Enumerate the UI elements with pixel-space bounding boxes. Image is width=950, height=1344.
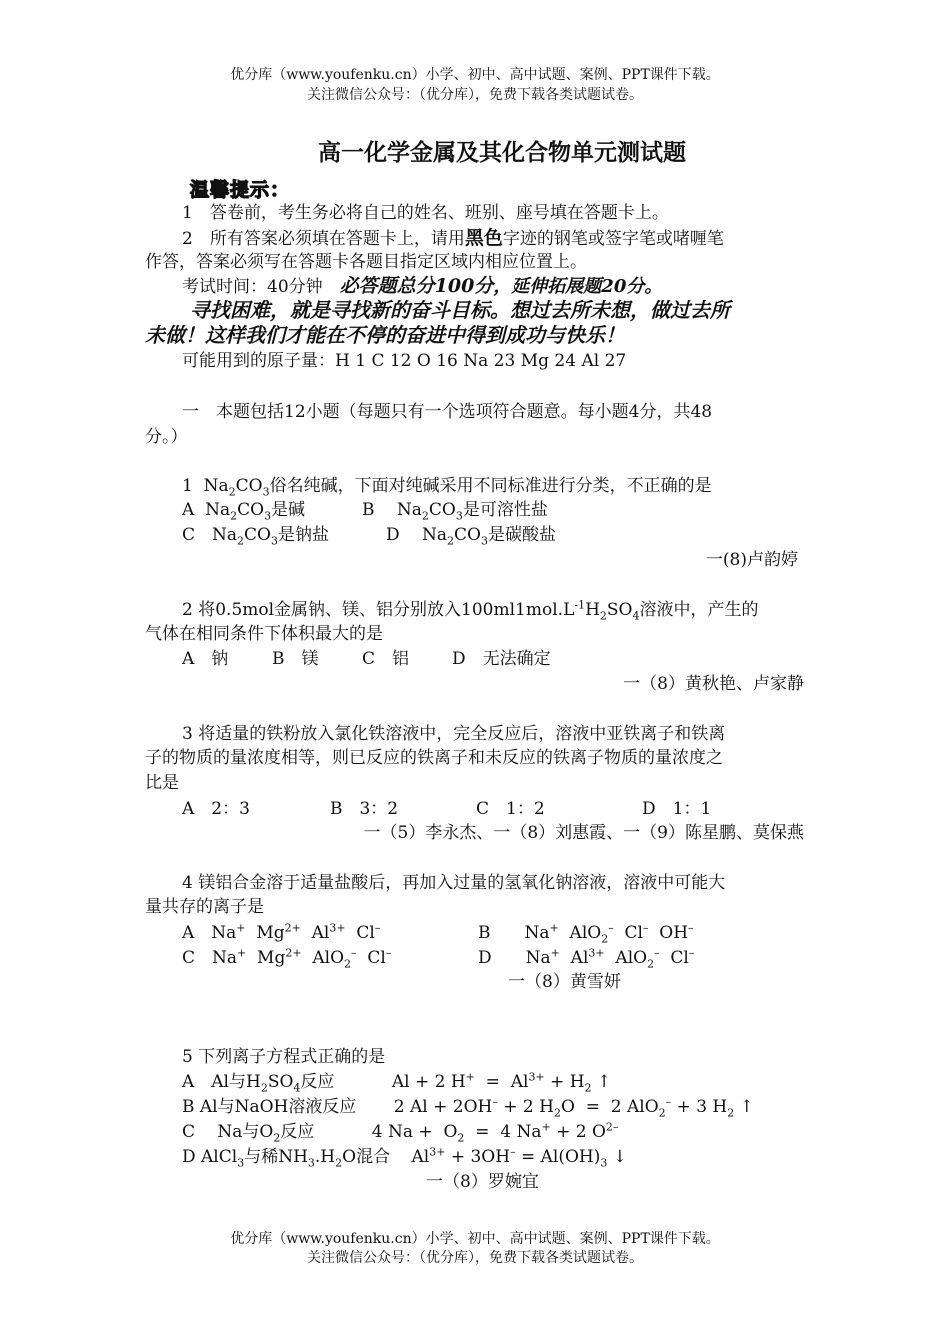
- question-4-option-c: C Na+ $Mg^{2+}$ AlO$_2$– Cl–: [182, 946, 392, 971]
- section-1-heading: 一 本题包括12小题（每题只有一个选项符合题意。每小题4分，共48: [182, 402, 713, 422]
- tip-item-2-cont: 作答，答案必须写在答题卡各题目指定区域内相应位置上。: [145, 252, 587, 272]
- question-5-stem: 5 下列离子方程式正确的是: [182, 1047, 386, 1067]
- question-2-option-b: B 镁: [272, 649, 319, 669]
- site-footer-line1: 优分库（www.youfenku.cn）小学、初中、高中试题、案例、PPT课件下载。: [230, 1231, 720, 1247]
- question-5-option-d: D AlCl$_3$与稀$NH_3.H_2O$混合 $Al^{3+} + 3OH^- = Al(OH)_3$ ↓: [182, 1145, 628, 1170]
- question-2-option-d: D 无法确定: [452, 649, 551, 669]
- question-1-option-a: A $Na_2CO_3$是碱: [182, 500, 306, 523]
- question-4-stem: 4 镁铝合金溶于适量盐酸后，再加入过量的氢氧化钠溶液，溶液中可能大: [182, 873, 726, 893]
- question-3-author: 一（5）李永杰、一（8）刘惠霞、一（9）陈星鹏、莫保燕: [363, 823, 804, 843]
- motto-line1: 寻找困难，就是寻找新的奋斗目标。想过去所未想，做过去所: [190, 298, 730, 322]
- site-header-line2: 关注微信公众号：（优分库），免费下载各类试题试卷。: [307, 87, 643, 103]
- question-1-option-c: C $Na_2CO_3$是钠盐: [182, 525, 329, 548]
- question-1-option-b: B $Na_2CO_3$是可溶性盐: [362, 500, 548, 523]
- question-4-author: 一（8）黄雪妍: [508, 972, 621, 992]
- exam-time: 考试时间：40分钟 必答题总分100分，延伸拓展题20分。: [182, 275, 663, 297]
- site-header-line1: 优分库（www.youfenku.cn）小学、初中、高中试题、案例、PPT课件下载。: [230, 67, 720, 83]
- question-4-option-d: D Na+ $Al^{3+}$ AlO$_2$– Cl–: [478, 946, 695, 971]
- question-4-stem-cont: 量共存的离子是: [145, 897, 264, 917]
- question-5-option-a: A Al与$H_2SO_4$反应 Al + 2 $H^+ = Al^{3+} + H_2$ ↑: [182, 1070, 612, 1095]
- section-1-heading-cont: 分。）: [145, 427, 188, 447]
- question-3-stem-cont1: 子的物质的量浓度相等，则已反应的铁离子和未反应的铁离子物质的量浓度之: [145, 748, 723, 768]
- question-3-option-d: D 1：1: [642, 799, 712, 819]
- tip-item-1: 1 答卷前，考生务必将自己的姓名、班别、座号填在答题卡上。: [182, 203, 669, 223]
- question-2-author: 一（8）黄秋艳、卢家静: [623, 674, 804, 694]
- question-2-option-a: A 钠: [182, 649, 229, 669]
- motto-line2: 未做！这样我们才能在不停的奋进中得到成功与快乐！: [145, 323, 625, 347]
- question-4-option-b: B Na+ AlO$_2$– Cl– OH–: [478, 921, 694, 946]
- question-5-option-c: C Na与$O_2$反应 4 $Na + O_2 = 4$ Na+ + 2 $O^{2-}$: [182, 1120, 619, 1145]
- question-3-stem-cont2: 比是: [145, 773, 179, 793]
- page-title: 高一化学金属及其化合物单元测试题: [318, 139, 686, 166]
- question-2-option-c: C 铝: [362, 649, 410, 669]
- question-5-option-b: B Al与NaOH溶液反应 2 Al + 2OH– + 2 $H_2O = 2$ AlO$_2$– + 3 $H_2$ ↑: [182, 1095, 754, 1120]
- question-2-stem: 2 将0.5mol金属钠、镁、铝分别放入$100ml1mol.L^{-1}H_2SO_4$溶液中，产生的: [182, 598, 759, 623]
- question-2-stem-cont: 气体在相同条件下体积最大的是: [145, 624, 383, 644]
- question-5-author: 一（8）罗婉宜: [426, 1172, 539, 1192]
- tips-heading: 温馨提示：: [190, 179, 291, 201]
- question-1-option-d: D $Na_2CO_3$是碳酸盐: [386, 525, 556, 548]
- question-3-option-c: C 1：2: [476, 799, 545, 819]
- question-1-author: 一(8)卢韵婷: [705, 550, 798, 570]
- question-4-option-a: A Na+ $Mg^{2+}$ $Al^{3+}$ Cl–: [182, 921, 381, 943]
- question-1-stem: 1 $Na_2CO_3$俗名纯碱，下面对纯碱采用不同标准进行分类，不正确的是: [182, 476, 712, 499]
- tip-item-2: 2 所有答案必须填在答题卡上，请用黑色字迹的钢笔或签字笔或啫喱笔: [182, 227, 724, 249]
- question-3-option-b: B 3：2: [330, 799, 399, 819]
- atomic-mass: 可能用到的原子量：H 1 C 12 O 16 Na 23 Mg 24 Al 27: [182, 351, 627, 371]
- question-3-stem: 3 将适量的铁粉放入氯化铁溶液中，完全反应后，溶液中亚铁离子和铁离: [182, 724, 726, 744]
- question-3-option-a: A 2：3: [182, 799, 250, 819]
- site-footer-line2: 关注微信公众号：（优分库），免费下载各类试题试卷。: [307, 1250, 643, 1266]
